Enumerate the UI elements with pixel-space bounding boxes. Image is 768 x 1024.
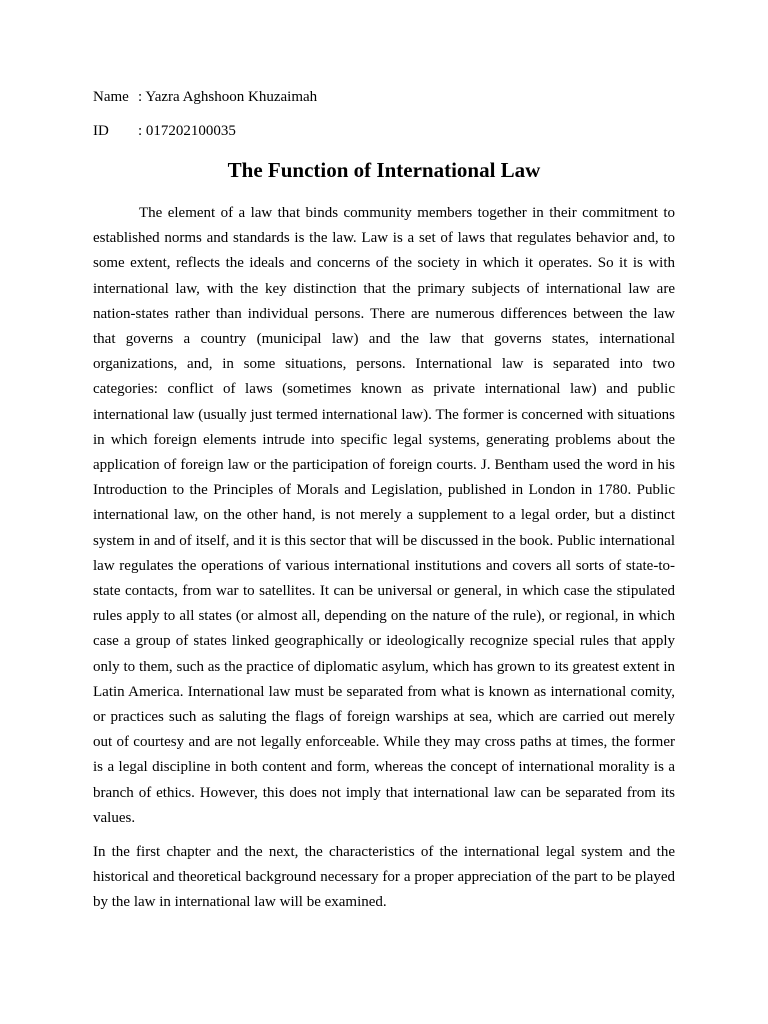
student-id-row — [93, 122, 236, 140]
body-paragraph-1: The element of a law that binds community members together in their commitment to established norms and standards is the law. Law is a set of laws that regulates behavior and, to some extent, reflects the ideals and concerns of the society in which it operates. So it is with international law, with the key distinction that the primary subjects of international law are nation-states rather than individual persons. There are numerous differences between the law that governs a country (municipal law) and the law that governs states, international organizations, and, in some situations, persons. International law is separated into two categories: conflict of laws (sometimes known as private international law) and public international law (usually just termed international law). The former is concerned with situations in which foreign elements intrude into specific legal systems, generating problems about the application of foreign law or the participation of foreign courts. J. Bentham used the word in his Introduction to the Principles of Morals and Legislation, published in London in 1780. Public international law, on the other hand, is not merely a supplement to a legal order, but a distinct system in and of itself, and it is this sector that will be discussed in the book. Public international law regulates the operations of various international institutions and covers all sorts of state-to-state contacts, from war to satellites. It can be universal or general, in which case the stipulated rules apply to all states (or almost all, depending on the nature of the rule), or regional, in which case a group of states linked geographically or ideologically recognize special rules that apply only to them, such as the practice of diplomatic asylum, which has grown to its greatest extent in Latin America. International law must be separated from what is known as international comity, or practices such as saluting the flags of foreign warships at sea, which are carried out merely out of courtesy and are not legally enforceable. While they may cross paths at times, the former is a legal discipline in both content and form, whereas the concept of international morality is a branch of ethics. However, this does not imply that international law can be separated from its values. — [93, 205, 675, 826]
name-value: : Yazra Aghshoon Khuzaimah — [138, 89, 318, 105]
document-title: The Function of International Law — [227, 158, 541, 182]
id-value: : 017202100035 — [138, 123, 236, 139]
name-label: Name — [93, 89, 129, 105]
body-paragraph-2: In the first chapter and the next, the characteristics of the international legal system and the historical and theoretical background necessary for a proper appreciation of the part to be played by the law in international law will be examined. — [93, 844, 675, 911]
id-label: ID — [93, 123, 109, 139]
student-name-row — [93, 88, 317, 106]
